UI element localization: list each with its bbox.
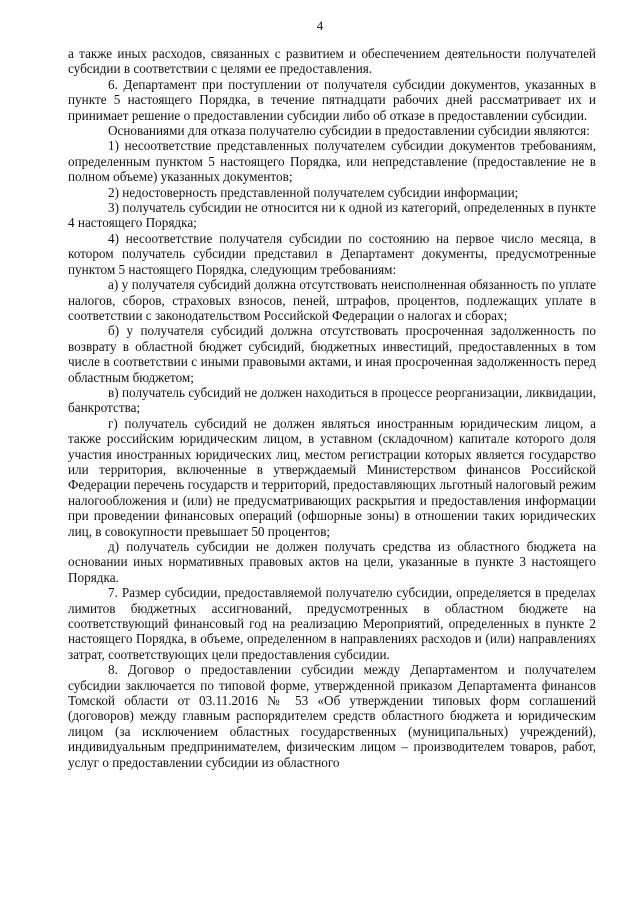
document-body xyxy=(68,46,596,770)
paragraph-requirement-b: б) у получателя субсидий должна отсутствовать просроченная задолженность по возврату в областной бюджет субсидий, бюджетных инвестиций, предоставленных в том числе в соответствии с иными правовыми актами, и иная просроченная задолженность перед областным бюджетом; xyxy=(68,323,596,385)
paragraph-refusal-grounds: Основаниями для отказа получателю субсидии в предоставлении субсидии являются: xyxy=(108,123,590,139)
paragraph-requirement-a: а) у получателя субсидий должна отсутствовать неисполненная обязанность по уплате налогов, сборов, страховых взносов, пеней, штрафов, процентов, подлежащих уплате в соответствии с законодательством Российской Федерации о налогах и сборах; xyxy=(68,277,596,323)
paragraph-item-6: 6. Департамент при поступлении от получателя субсидии документов, указанных в пункте 5 настоящего Порядка, в течение пятнадцати рабочих дней рассматривает их и принимает решение о предоставлении субсидии либо об отказе в предоставлении субсидии. xyxy=(68,76,596,123)
paragraph-ground-4: 4) несоответствие получателя субсидии по состоянию на первое число месяца, в котором получатель субсидии представил в Департамент документы, предусмотренные пунктом 5 настоящего Порядка, следующим требованиям: xyxy=(68,230,596,277)
paragraph-item-8: 8. Договор о предоставлении субсидии между Департаментом и получателем субсидии заключается по типовой форме, утвержденной приказом Департамента финансов Томской области от 03.11.2016 № 53 «Об утверждении типовых форм соглашений (договоров) между главным распорядителем средств областного бюджета и юридическим лицом (за исключением областных государственных (муниципальных) учреждений), индивидуальным предпринимателем, физическим лицом – производителем товаров, работ, услуг о предоставлении субсидии из областного xyxy=(68,662,596,770)
paragraph-requirement-v: в) получатель субсидий не должен находиться в процессе реорганизации, ликвидации, банкротства; xyxy=(68,384,596,416)
paragraph-ground-1: 1) несоответствие представленных получателем субсидии документов требованиям, определенным пунктом 5 настоящего Порядка, или непредставление (предоставление не в полном объеме) указанных документов; xyxy=(68,138,596,185)
paragraph-requirement-d: д) получатель субсидии не должен получать средства из областного бюджета на основании иных нормативных правовых актов на цели, указанные в пункте 3 настоящего Порядка. xyxy=(68,539,596,585)
page-number: 4 xyxy=(316,18,324,33)
paragraph-item-7: 7. Размер субсидии, предоставляемой получателю субсидии, определяется в пределах лимитов бюджетных ассигнований, предусмотренных в областном бюджете на соответствующий финансовый год на реализацию Мероприятий, определенных в пункте 2 настоящего Порядка, в объеме, определенном в направлениях расходов и (или) направлениях затрат, соответствующих цели предоставления субсидии. xyxy=(68,585,596,662)
paragraph-continuation: а также иных расходов, связанных с развитием и обеспечением деятельности получателей субсидии в соответствии с целями ее предоставления. xyxy=(68,46,596,77)
paragraph-requirement-g: г) получатель субсидий не должен являться иностранным юридическим лицом, а также российским юридическим лицом, в уставном (складочном) капитале которого доля участия иностранных юридических лиц, местом регистрации которых является государство или территория, включенные в утверждаемый Министерством финансов Российской Федерации перечень государств и территорий, предоставляющих льготный налоговый режим налогообложения и (или) не предусматривающих раскрытия и предоставления информации при проведении финансовых операций (офшорные зоны) в отношении таких юридических лиц, в совокупности превышает 50 процентов; xyxy=(68,415,596,539)
paragraph-ground-3: 3) получатель субсидии не относится ни к одной из категорий, определенных в пункте 4 настоящего Порядка; xyxy=(68,200,596,231)
paragraph-ground-2: 2) недостоверность представленной получателем субсидии информации; xyxy=(108,184,519,200)
